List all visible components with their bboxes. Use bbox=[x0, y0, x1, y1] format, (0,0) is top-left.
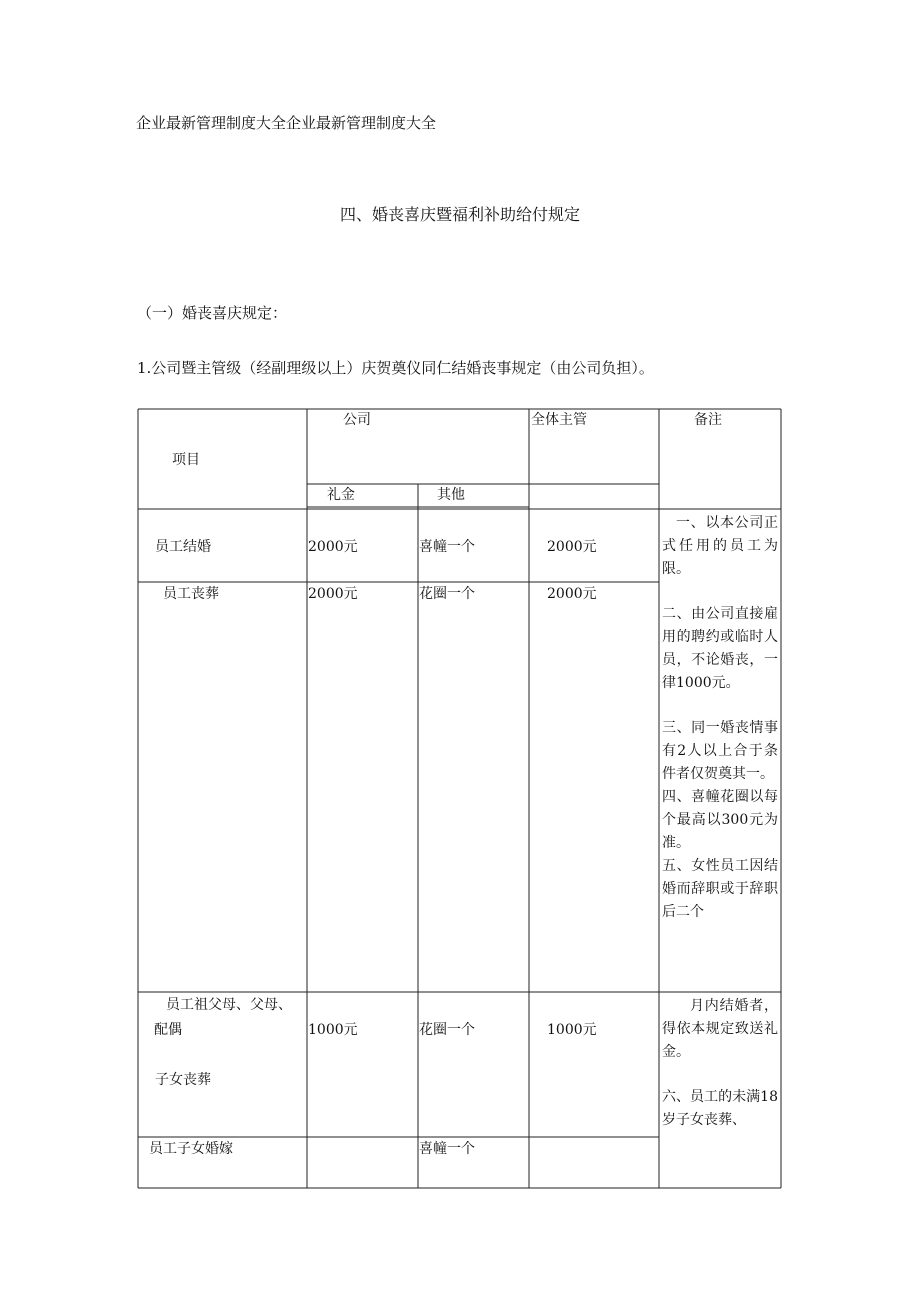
row3-item-line3: 子女丧葬 bbox=[155, 1072, 211, 1088]
header-all-managers: 全体主管 bbox=[531, 412, 587, 428]
row3-item-line1: 员工祖父母、父母、 bbox=[166, 997, 292, 1013]
header-other: 其他 bbox=[437, 487, 465, 503]
page-header: 企业最新管理制度大全企业最新管理制度大全 bbox=[136, 114, 437, 132]
row1-item: 员工结婚 bbox=[155, 539, 211, 555]
header-item: 项目 bbox=[172, 452, 200, 468]
page-title: 四、婚丧喜庆暨福利补助给付规定 bbox=[339, 205, 580, 224]
row3-item-line2: 配偶 bbox=[154, 1022, 182, 1038]
header-company: 公司 bbox=[343, 412, 371, 428]
notes-upper bbox=[662, 512, 778, 924]
row1-all-managers: 2000元 bbox=[547, 539, 597, 555]
note-1: 一、以本公司正式任用的员工为限。 bbox=[662, 515, 778, 577]
section-heading: （一）婚丧喜庆规定： bbox=[137, 304, 288, 322]
notes-lower bbox=[662, 995, 778, 1132]
row1-other: 喜幢一个 bbox=[419, 539, 475, 555]
note-4: 四、喜幢花圈以每个最高以300元为准。 bbox=[662, 789, 778, 851]
row2-all-managers: 2000元 bbox=[547, 586, 597, 602]
row3-all-managers: 1000元 bbox=[547, 1022, 597, 1038]
row2-gift-money: 2000元 bbox=[308, 586, 358, 602]
row2-other: 花圈一个 bbox=[419, 586, 475, 602]
row2-item: 员工丧葬 bbox=[163, 586, 219, 602]
note-3: 三、同一婚丧情事有2人以上合于条件者仅贺奠其一。 bbox=[662, 720, 778, 782]
rule-paragraph: 1.公司暨主管级（经副理级以上）庆贺奠仪同仁结婚丧事规定（由公司负担）。 bbox=[137, 359, 654, 377]
note-5: 五、女性员工因结婚而辞职或于辞职后二个 bbox=[662, 858, 778, 920]
row3-other: 花圈一个 bbox=[419, 1022, 475, 1038]
header-gift-money: 礼金 bbox=[327, 487, 355, 503]
row4-item: 员工子女婚嫁 bbox=[149, 1141, 233, 1157]
note-7: 六、员工的未满18岁子女丧葬、 bbox=[662, 1089, 778, 1128]
row1-gift-money: 2000元 bbox=[308, 539, 358, 555]
row3-gift-money: 1000元 bbox=[308, 1022, 358, 1038]
note-2: 二、由公司直接雇用的聘约或临时人员，不论婚丧，一律1000元。 bbox=[662, 606, 778, 691]
header-remarks: 备注 bbox=[694, 412, 722, 428]
row4-other: 喜幢一个 bbox=[419, 1141, 475, 1157]
note-6: 月内结婚者，得依本规定致送礼金。 bbox=[662, 998, 778, 1060]
